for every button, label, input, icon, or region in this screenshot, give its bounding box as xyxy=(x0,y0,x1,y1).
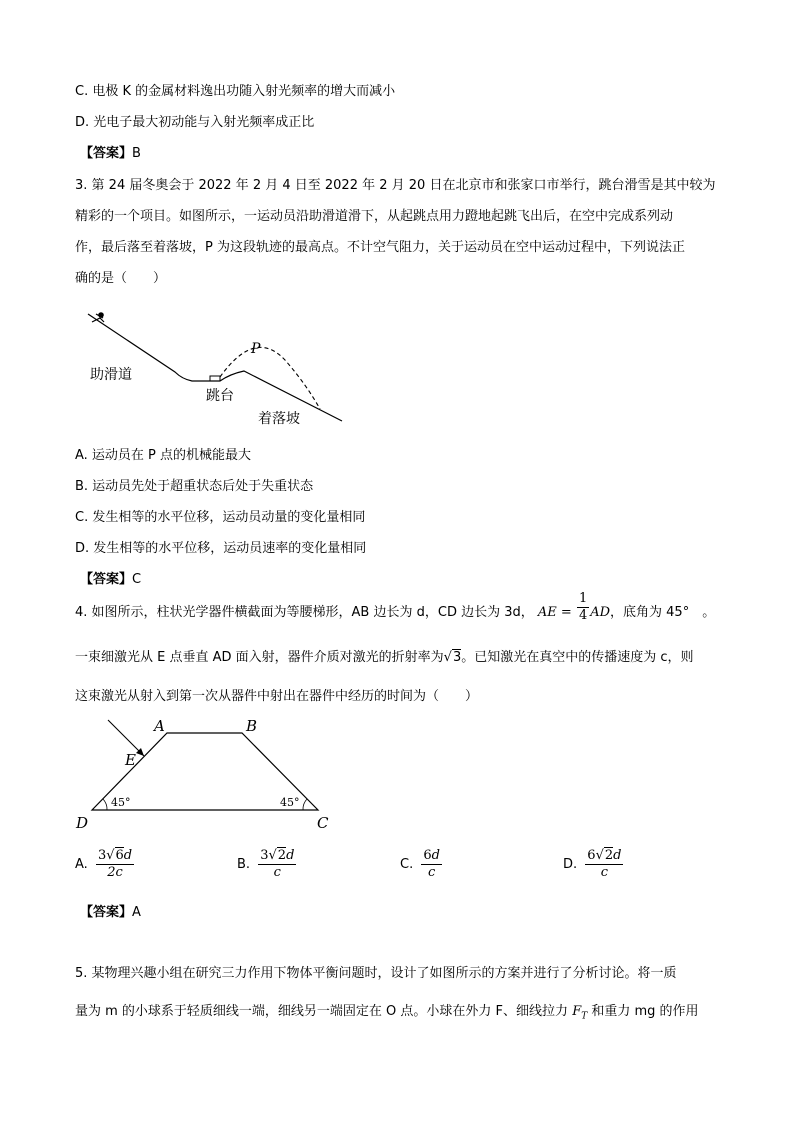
ski-jump-figure xyxy=(70,300,360,430)
option-numerator: 6√2d xyxy=(587,848,622,863)
q4-line-2-text: 一束细激光从 E 点垂直 AD 面入射，器件介质对激光的折射率为 xyxy=(75,650,444,665)
label-angle-right: 45° xyxy=(280,796,300,809)
option-label: B. xyxy=(237,857,251,872)
answer-label: 【答案】 xyxy=(80,146,133,161)
prev-option-c: C. 电极 K 的金属材料逸出功随入射光频率的增大而减小 xyxy=(75,84,396,99)
q4-line-1-tail: ，底角为 45° 。 xyxy=(610,605,716,620)
q4-answer xyxy=(80,904,141,922)
q3-line-4: 确的是（ ） xyxy=(75,271,167,286)
q3-line-1: 3. 第 24 届冬奥会于 2022 年 2 月 4 日至 2022 年 2 月 20 日在北京市和张家口市举行，跳台滑雪是其中较为 xyxy=(75,178,716,193)
q4-line-2 xyxy=(75,649,694,667)
prev-option-d: D. 光电子最大初动能与入射光频率成正比 xyxy=(75,115,315,130)
q4-option-c xyxy=(400,848,442,881)
label-angle-left: 45° xyxy=(111,796,131,809)
q3-option-c: C. 发生相等的水平位移，运动员动量的变化量相同 xyxy=(75,510,366,525)
option-denominator: c xyxy=(273,865,281,880)
label-e: E xyxy=(125,751,136,769)
prev-answer xyxy=(80,145,141,163)
answer-value: B xyxy=(132,146,141,161)
root: 6 xyxy=(115,848,124,863)
label-d: D xyxy=(76,814,89,832)
label-c: C xyxy=(317,814,329,832)
label-slope: 着落坡 xyxy=(258,411,300,427)
option-numerator: 3√6d xyxy=(97,848,133,863)
var: d xyxy=(123,848,133,863)
option-fraction xyxy=(96,848,134,881)
q4-option-a xyxy=(75,848,134,881)
var: d xyxy=(613,848,622,863)
coef: 6 xyxy=(587,848,596,863)
trajectory xyxy=(220,347,320,409)
coef: 3 xyxy=(260,848,269,863)
q3-line-2: 精彩的一个项目。如图所示，一运动员沿助滑道滑下，从起跳点用力蹬地起跳飞出后，在空中完成系列动 xyxy=(75,209,674,224)
q5-line-2 xyxy=(75,1003,699,1026)
trapezoid-figure xyxy=(74,715,344,835)
var: d xyxy=(286,848,295,863)
q4-line-3: 这束激光从射入到第一次从器件中射出在器件中经历的时间为（ ） xyxy=(75,689,479,704)
arc-left xyxy=(103,799,107,810)
q5-ft-sub: T xyxy=(581,1011,588,1022)
jump-mark xyxy=(210,376,220,381)
root: 2 xyxy=(277,848,287,863)
var: d xyxy=(431,848,440,863)
label-jump: 跳台 xyxy=(206,388,234,404)
frac-den: 4 xyxy=(578,608,588,623)
q3-option-b: B. 运动员先处于超重状态后处于失重状态 xyxy=(75,479,314,494)
label-a: A xyxy=(154,717,165,735)
label-b: B xyxy=(246,717,258,735)
q4-option-b xyxy=(237,848,296,881)
option-denominator: c xyxy=(428,865,436,880)
root: 2 xyxy=(604,848,614,863)
q3-line-3: 作，最后落至着落坡，P 为这段轨迹的最高点。不计空气阻力，关于运动员在空中运动过程中，下列说法正 xyxy=(75,240,685,255)
coef: 3 xyxy=(97,848,107,863)
arc-right xyxy=(303,799,307,810)
q4-option-d xyxy=(563,848,623,881)
q5-line-2-text: 量为 m 的小球系于轻质细线一端，细线另一端固定在 O 点。小球在外力 F、细线拉力 xyxy=(75,1004,569,1019)
answer-label: 【答案】 xyxy=(80,905,133,920)
q5-ft: F xyxy=(572,1004,582,1019)
label-runway: 助滑道 xyxy=(90,367,132,383)
option-fraction xyxy=(585,848,623,881)
sqrt-value: 3 xyxy=(452,650,462,665)
q4-eq-ae: AE = xyxy=(537,605,572,620)
q3-option-d: D. 发生相等的水平位移，运动员速率的变化量相同 xyxy=(75,541,367,556)
option-fraction xyxy=(421,848,442,881)
coef: 6 xyxy=(423,848,432,863)
frac-num: 1 xyxy=(578,591,588,606)
q3-answer xyxy=(80,571,141,589)
sqrt-sign: √ xyxy=(443,650,452,665)
option-numerator xyxy=(421,848,442,865)
option-label: A. xyxy=(75,857,88,872)
option-label: C. xyxy=(400,857,414,872)
q4-line-1-text: 4. 如图所示，柱状光学器件横截面为等腰梯形，AB 边长为 d，CD 边长为 3d， xyxy=(75,605,534,620)
q4-line-2-tail: 。已知激光在真空中的传播速度为 c，则 xyxy=(461,650,694,665)
q5-line-2-tail: 和重力 mg 的作用 xyxy=(591,1004,699,1019)
answer-value: A xyxy=(132,905,141,920)
answer-label: 【答案】 xyxy=(80,572,133,587)
option-fraction xyxy=(258,848,296,881)
option-label: D. xyxy=(563,857,578,872)
option-denominator: c xyxy=(600,865,609,880)
label-p: P xyxy=(251,341,261,357)
q4-line-1 xyxy=(75,591,716,624)
q5-line-1: 5. 某物理兴趣小组在研究三力作用下物体平衡问题时，设计了如图所示的方案并进行了分析讨论。将一质 xyxy=(75,966,677,981)
answer-value: C xyxy=(132,572,142,587)
q4-eq-ad: AD xyxy=(590,605,611,620)
option-numerator: 3√2d xyxy=(260,848,295,863)
q4-fraction xyxy=(577,591,589,624)
option-denominator: 2c xyxy=(107,865,123,880)
q3-option-a: A. 运动员在 P 点的机械能最大 xyxy=(75,448,252,463)
